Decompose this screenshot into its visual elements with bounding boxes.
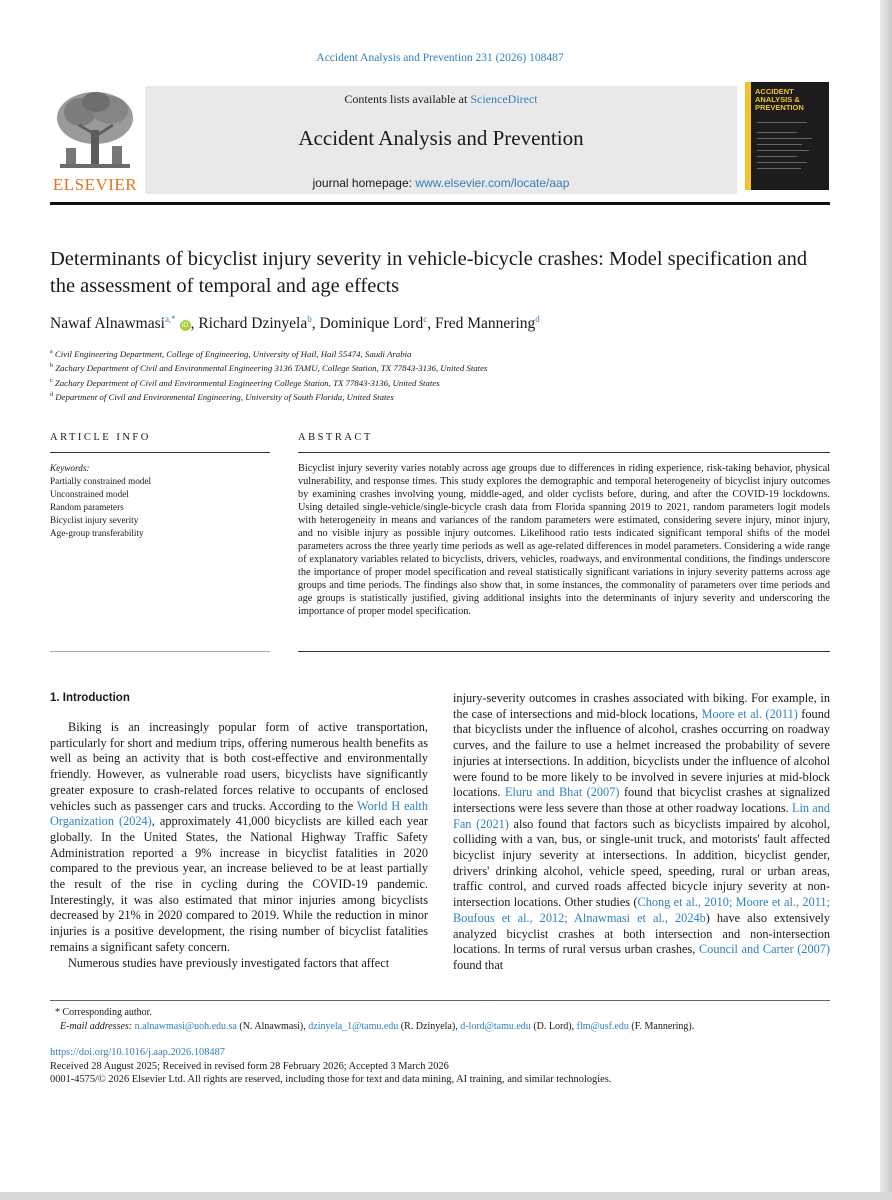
- contents-available-line: [145, 92, 737, 107]
- citation-link[interactable]: Chong et al., 2010; Moore et al., 2011; Boufous et al., 2012; Alnawmasi et al., 2024b: [453, 895, 830, 925]
- left-column: [50, 720, 428, 971]
- received-dates: Received 28 August 2025; Received in revised form 28 February 2026; Accepted 3 March 2026: [50, 1060, 449, 1072]
- intro-paragraph: Numerous studies have previously investigated factors that affect: [68, 955, 390, 970]
- cover-rule: [757, 156, 797, 157]
- cover-rule: [757, 162, 807, 163]
- journal-cover-thumbnail[interactable]: [745, 82, 829, 190]
- corresponding-label: Corresponding author.: [62, 1007, 152, 1018]
- homepage-prefix: journal homepage:: [312, 176, 416, 190]
- body-text: found that bicyclists under the influence of alcohol, crashes occurring on roadway curves, and the failure to use a helmet increased the probability of severe injuries at intersections. In addition, bicyclists under the influence of alcohol were found to be more likely to be involved in severe injuries at mid-block locations.: [453, 706, 831, 800]
- email-link[interactable]: flm@usf.edu: [576, 1021, 629, 1032]
- abstract-heading: ABSTRACT: [298, 432, 373, 443]
- footnotes: [50, 1006, 830, 1034]
- page-edge-shadow: [0, 1192, 892, 1200]
- abstract-rule: [298, 452, 830, 453]
- journal-title[interactable]: Accident Analysis and Prevention: [298, 126, 584, 150]
- email-link[interactable]: d-lord@tamu.edu: [460, 1021, 531, 1032]
- article-info-rule: [50, 452, 270, 453]
- journal-homepage-line: [145, 176, 737, 190]
- keyword: Unconstrained model: [50, 489, 129, 499]
- affiliation-marker: d: [50, 392, 53, 399]
- author-name[interactable]: Nawaf Alnawmasi: [50, 315, 165, 332]
- body-text: found that bicyclist crashes at signalized intersections were less severe than those at other roadway locations.: [453, 785, 831, 815]
- affiliation-marker: a: [50, 349, 53, 355]
- citation-link[interactable]: Eluru and Bhat (2007): [504, 785, 620, 800]
- author-affiliation-marker[interactable]: c: [423, 314, 428, 324]
- affiliation-marker: b: [50, 363, 53, 370]
- email-owner: (N. Alnawmasi),: [239, 1021, 306, 1032]
- elsevier-wordmark: ELSEVIER: [52, 175, 138, 194]
- body-text: found that: [453, 957, 504, 972]
- keywords-block: [50, 462, 270, 540]
- affiliation-marker: c: [50, 377, 53, 384]
- keyword: Random parameters: [50, 502, 124, 512]
- email-link[interactable]: n.alnawmasi@uoh.edu.sa: [134, 1021, 237, 1032]
- keywords-label: Keywords:: [50, 463, 90, 473]
- affiliation-text: Zachary Department of Civil and Environmental Engineering 3136 TAMU, College Station, TX 77843-3136, United States: [55, 363, 488, 374]
- email-owner: (F. Mannering).: [631, 1021, 695, 1032]
- article-info-bottom-rule: [50, 651, 270, 652]
- abstract-text: Bicyclist injury severity varies notably across age groups due to differences in riding experience, risk-taking behavior, physical vulnerability, and response times. This study explores the demographic and temporal heterogeneity of bicyclist injury outcomes by examining crashes involving young, middle-aged, and older cyclists before, during, and after the COVID-19 lockdowns. Using detailed single-vehicle/single-bicycle crash data from Florida spanning 2019 to 2021, random parameters logit models with heterogeneity in means and variances of the random parameters were estimated, considering severe injury, minor injury, and no visible injury as possible injury outcomes. Likelihood ratio tests indicated significant temporal shifts of the model parameters across the three yearly time periods as well as age-related differences in model parameters. Considering a wide range of explanatory variables related to bicyclists, drivers, vehicles, roadways, and environmental conditions, the findings underscore the importance of proper model specification and reveal statistically significant variations in injury severity patterns across age groups and time periods. The findings also show that, in some instances, the commonality of parameters over time periods and age groups is statistically justified, giving additional insights into the determinants of injury severity and underscoring the importance of proper model specification.: [298, 463, 830, 617]
- cover-accent-bar: [745, 82, 751, 190]
- keyword: Bicyclist injury severity: [50, 515, 139, 525]
- keyword: Partially constrained model: [50, 476, 152, 486]
- author-name[interactable]: Fred Mannering: [434, 315, 536, 332]
- cover-title: ACCIDENT ANALYSIS & PREVENTION: [755, 87, 804, 112]
- orcid-icon[interactable]: iD: [180, 320, 191, 331]
- article-info-heading: ARTICLE INFO: [50, 432, 151, 443]
- page-edge-shadow: [880, 0, 892, 1200]
- affiliation: [50, 360, 830, 374]
- email-label: E-mail addresses:: [60, 1021, 133, 1032]
- author-affiliation-marker[interactable]: b: [307, 314, 312, 324]
- body-text: injury-severity outcomes in crashes associated with biking. For example, in the case of intersections and mid-block locations,: [453, 691, 830, 721]
- cover-rule: [757, 150, 809, 151]
- citation-link[interactable]: Lin and Fan (2021): [453, 800, 830, 831]
- cover-rule: [757, 168, 801, 169]
- body-text: , approximately 41,000 bicyclists are killed each year globally. In the United States, the National Highway Traffic Safety Administration reported a 9% increase in bicyclist fatalities in 2020 compared to the previous year, an increase believed to be at least partially the result of the rise in cycling during the COVID-19 pandemic. Interestingly, it was also estimated that minor injuries among bicyclists decreased by 21% in 2020 compared to 2019. While the reduction in minor injuries is a positive development, the rising number of bicyclist fatalities remains a significant safety concern.: [50, 814, 428, 954]
- citation-link[interactable]: Moore et al. (2011): [701, 706, 798, 721]
- citation-link[interactable]: Council and Carter (2007): [698, 942, 830, 957]
- corresponding-author-note: * Corresponding author.: [50, 1007, 152, 1018]
- author-affiliation-marker[interactable]: a,*: [164, 314, 176, 324]
- citation-link[interactable]: World H ealth Organization (2024): [50, 798, 428, 829]
- email-owner: (D. Lord),: [533, 1021, 575, 1032]
- email-addresses: [50, 1020, 830, 1034]
- cover-rule: [757, 132, 797, 133]
- author-list: Nawaf Alnawmasi$^{a,*}$ iD , Richard Dzinyela$^b$, Dominique Lord$^c$, Fred Mannering$^d$: [50, 314, 540, 332]
- contents-prefix: Contents lists available at: [344, 92, 471, 106]
- email-owner: (R. Dzinyela),: [400, 1021, 458, 1032]
- body-text: ) have also extensively analyzed bicyclist crashes at both intersection and non-intersection locations. In terms of rural versus urban crashes,: [453, 910, 830, 957]
- journal-homepage-link[interactable]: www.elsevier.com/locate/aap: [415, 176, 570, 190]
- author-affiliation-marker[interactable]: d: [535, 314, 540, 324]
- journal-citation[interactable]: Accident Analysis and Prevention 231 (2026) 108487: [316, 52, 564, 64]
- affiliation: [50, 389, 830, 403]
- publication-info: [50, 1046, 830, 1087]
- article-title: Determinants of bicyclist injury severity in vehicle-bicycle crashes: Model specification and the assessment of temporal and age effects: [50, 248, 808, 297]
- affiliation: [50, 346, 830, 360]
- affiliation-text: Zachary Department of Civil and Environmental Engineering College Station, TX 77843-3136, United States: [54, 377, 440, 388]
- email-link[interactable]: dzinyela_1@tamu.edu: [308, 1021, 399, 1032]
- header-rule: [50, 202, 830, 205]
- footnote-rule: [50, 1000, 830, 1001]
- affiliation-list: [50, 346, 830, 404]
- abstract-bottom-rule: [298, 651, 830, 652]
- body-text: Biking is an increasingly popular form of active transportation, particularly for short and medium trips, offering numerous health benefits as well as being an activity that is both cost-effective and environmentally friendly. However, as vulnerable road users, bicyclists have significantly greater exposure to crash-related forces relative to occupants of enclosed vehicles such as passenger cars and trucks. According to the: [50, 720, 428, 813]
- cover-rule: [757, 122, 807, 123]
- body-text: also found that factors such as bicyclists impaired by alcohol, colliding with a van, bus, or single-unit truck, and motorists' fault affected bicyclist injury severity at intersections. In addition, bicyclist gender, drivers' drinking alcohol, vehicle speed, speeding, rural or urban areas, traffic control, and curved roads affected bicycle injury severity at non-intersection locations. Other studies (: [453, 816, 830, 910]
- author-name[interactable]: Richard Dzinyela: [198, 315, 308, 332]
- sciencedirect-link[interactable]: ScienceDirect: [470, 92, 538, 106]
- author-name[interactable]: Dominique Lord: [319, 315, 424, 332]
- affiliation-text: Civil Engineering Department, College of Engineering, University of Hail, Hail 55474, Saudi Arabia: [54, 348, 412, 359]
- intro-paragraph: [453, 691, 830, 974]
- keyword: Age-group transferability: [50, 528, 144, 538]
- cover-rule: [757, 144, 802, 145]
- introduction-heading: 1. Introduction: [50, 692, 130, 704]
- affiliation: [50, 375, 830, 389]
- affiliation-text: Department of Civil and Environmental Engineering, University of South Florida, United States: [55, 392, 394, 403]
- journal-header: [50, 86, 830, 204]
- doi-link[interactable]: https://doi.org/10.1016/j.aap.2026.108487: [50, 1047, 226, 1058]
- journal-banner: [145, 86, 737, 194]
- right-column: [453, 691, 830, 974]
- cover-rule: [757, 138, 812, 139]
- copyright-line: 0001-4575/© 2026 Elsevier Ltd. All rights are reserved, including those for text and data mining, AI training, and similar technologies.: [50, 1074, 612, 1085]
- intro-paragraph: [50, 720, 428, 956]
